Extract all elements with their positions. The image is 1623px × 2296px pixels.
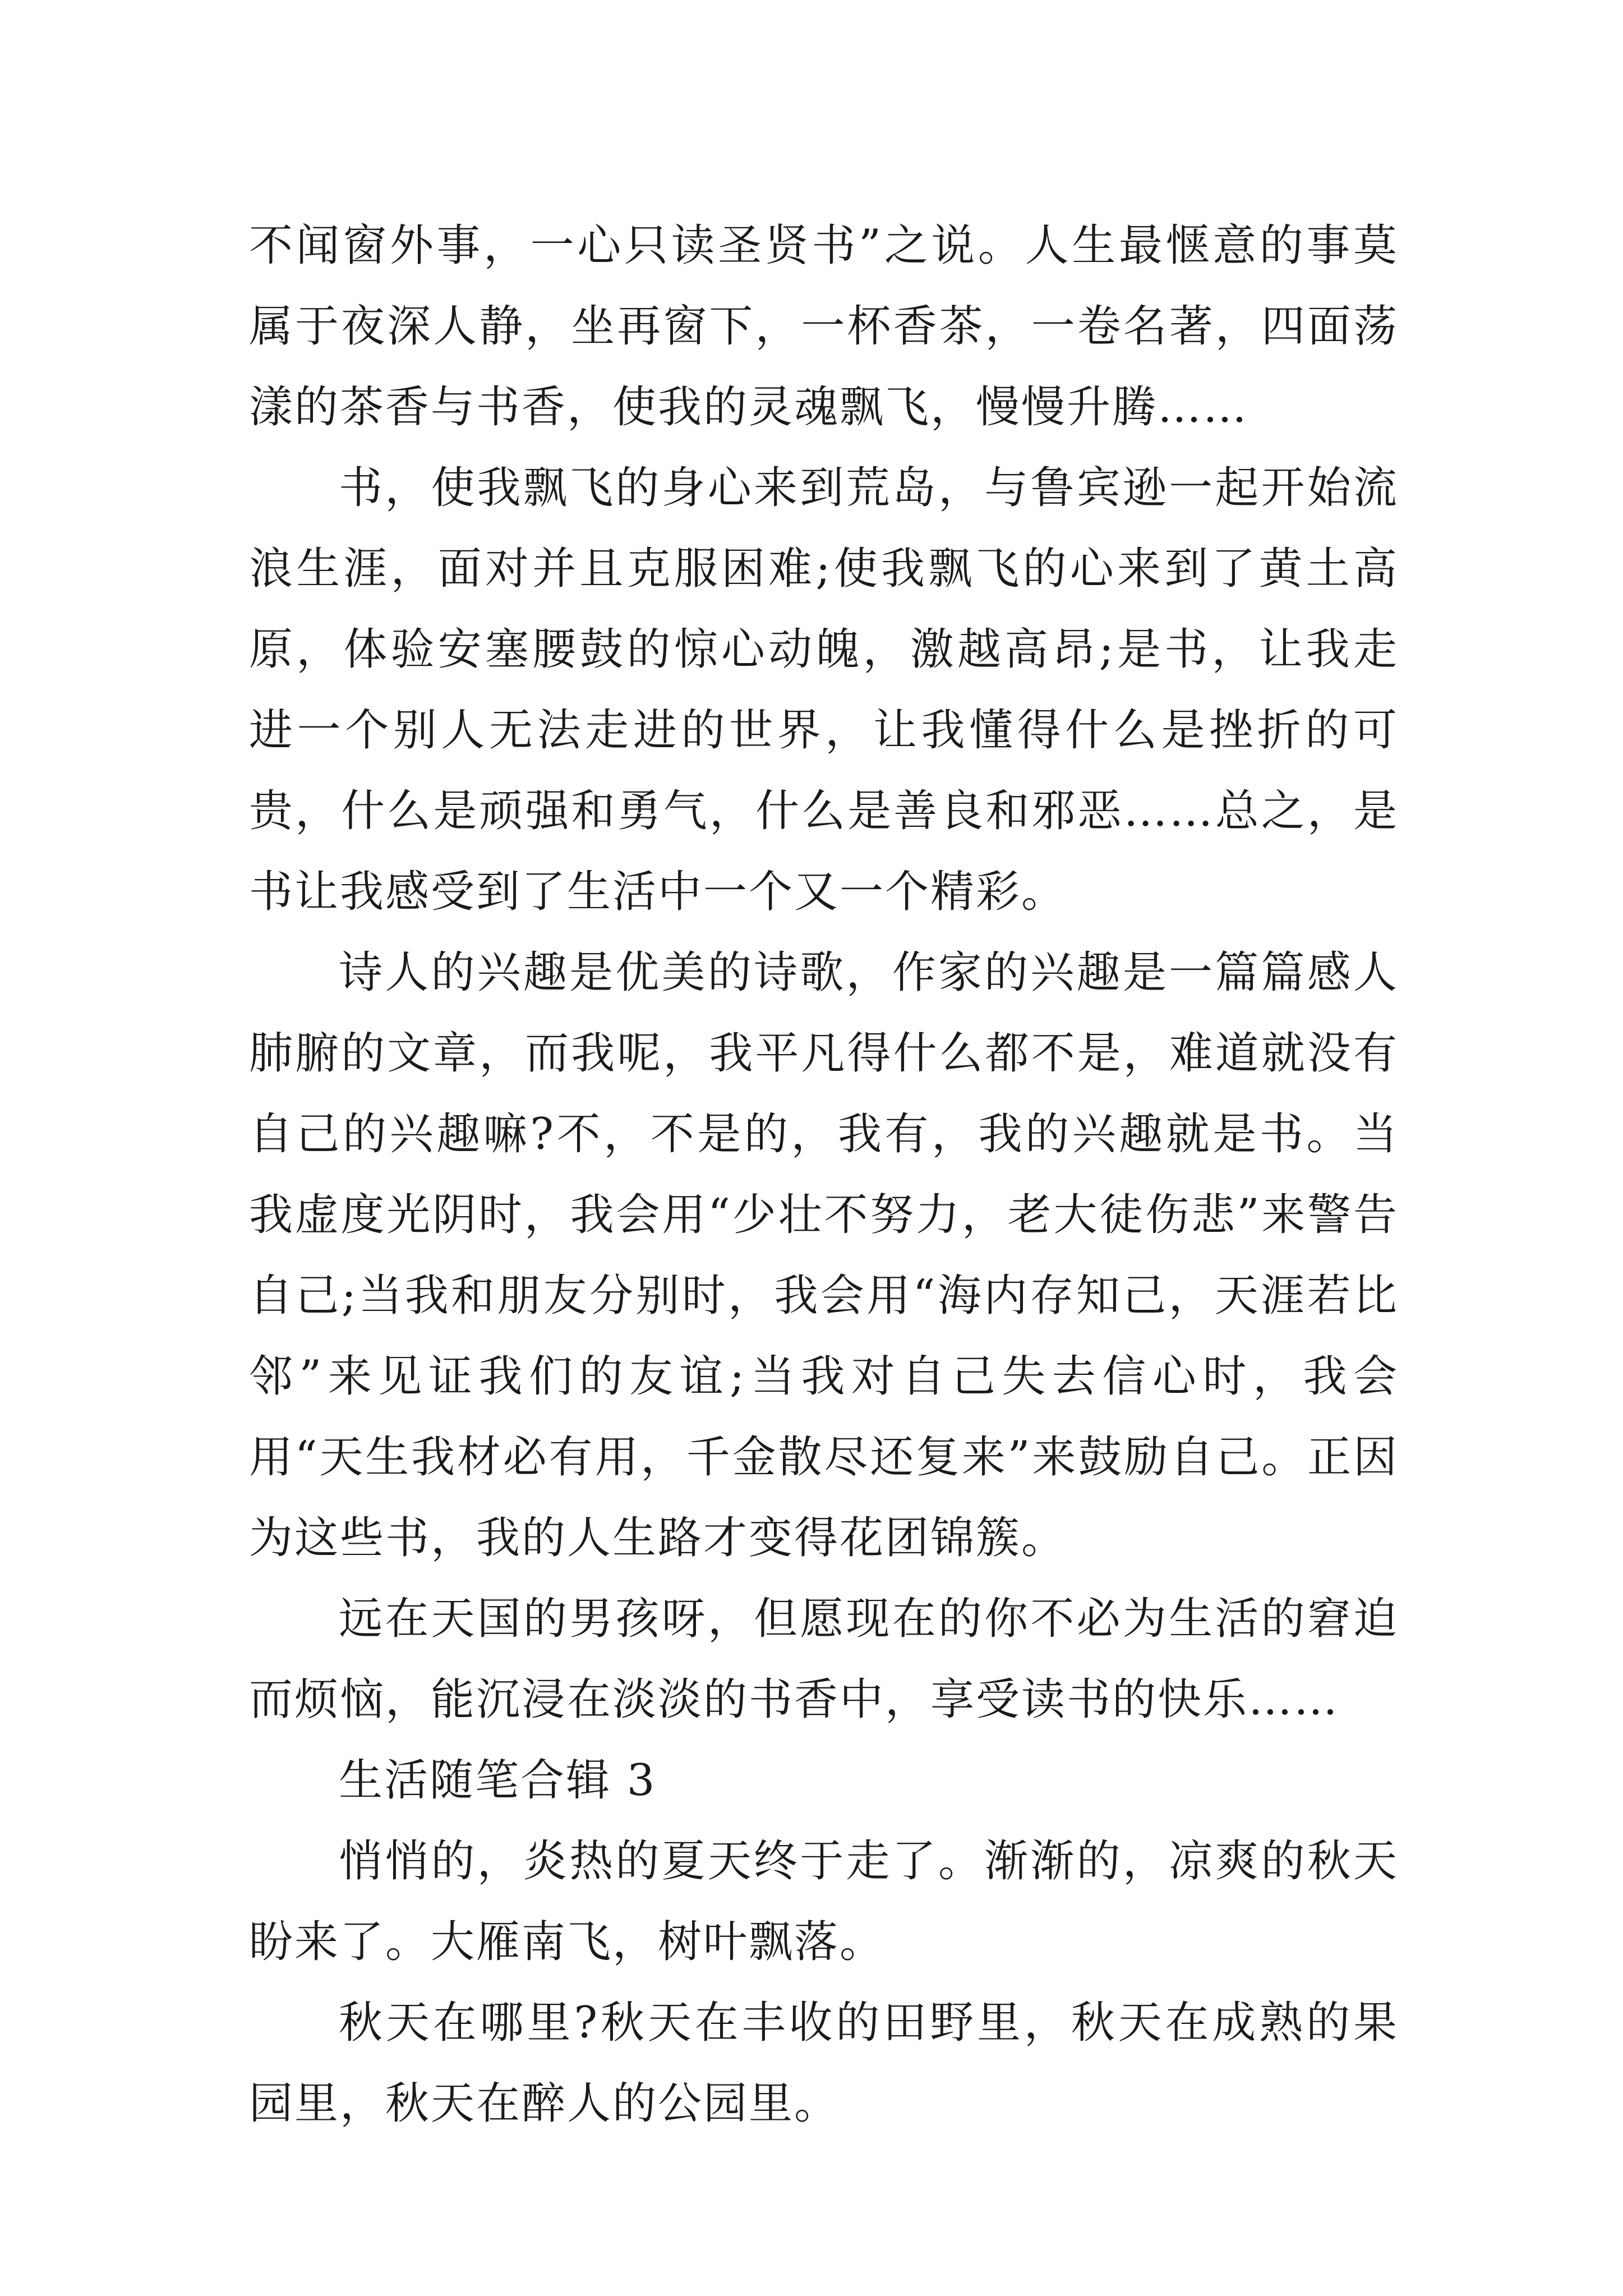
- paragraph-2: 书，使我飘飞的身心来到荒岛，与鲁宾逊一起开始流浪生涯，面对并且克服困难;使我飘飞的心来到了黄土高原，体验安塞腰鼓的惊心动魄，激越高昂;是书，让我走进一个别人无法走进的世界，让我懂得什么是挫折的可贵，什么是顽强和勇气，什么是善良和邪恶……总之，是书让我感受到了生活中一个又一个精彩。: [249, 463, 1399, 917]
- paragraph-6: 秋天在哪里?秋天在丰收的田野里，秋天在成熟的果园里，秋天在醉人的公园里。: [249, 1998, 1399, 2129]
- paragraph-1: 不闻窗外事，一心只读圣贤书”之说。人生最惬意的事莫属于夜深人静，坐再窗下，一杯香茶，一卷名著，四面荡漾的茶香与书香，使我的灵魂飘飞，慢慢升腾……: [249, 220, 1399, 432]
- paragraph-5: 悄悄的，炎热的夏天终于走了。渐渐的，凉爽的秋天盼来了。大雁南飞，树叶飘落。: [249, 1836, 1399, 1967]
- paragraph-4: 远在天国的男孩呀，但愿现在的你不必为生活的窘迫而烦恼，能沉浸在淡淡的书香中，享受读书的快乐……: [249, 1594, 1399, 1725]
- paragraph-3: 诗人的兴趣是优美的诗歌，作家的兴趣是一篇篇感人肺腑的文章，而我呢，我平凡得什么都不是，难道就没有自己的兴趣嘛?不，不是的，我有，我的兴趣就是书。当我虚度光阴时，我会用“少壮不努力，老大徒伤悲”来警告自己;当我和朋友分别时，我会用“海内存知己，天涯若比邻”来见证我们的友谊;当我对自己失去信心时，我会用“天生我材必有用，千金散尽还复来”来鼓励自己。正因为这些书，我的人生路才变得花团锦簇。: [249, 947, 1399, 1563]
- section-heading: 生活随笔合辑 3: [339, 1755, 657, 1806]
- document-body: [249, 205, 1399, 2144]
